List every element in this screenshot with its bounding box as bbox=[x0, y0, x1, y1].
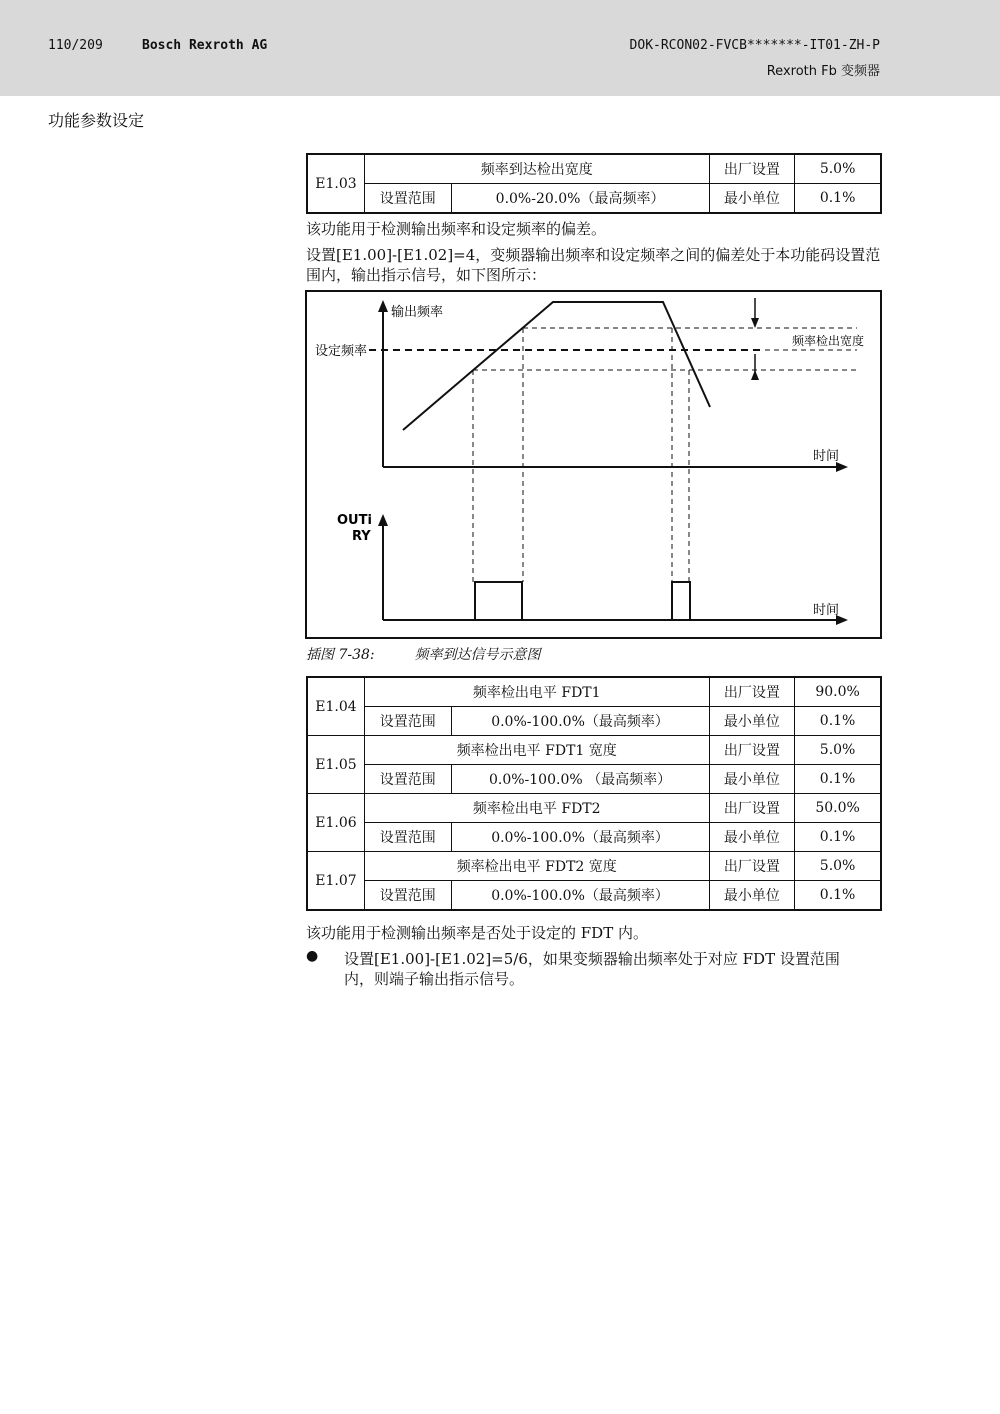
factory-value: 5.0% bbox=[795, 154, 881, 184]
label-output-frequency: 输出频率 bbox=[391, 305, 444, 320]
table-row bbox=[307, 765, 881, 794]
unit-value: 0.1% bbox=[795, 184, 881, 214]
table-row bbox=[307, 184, 881, 214]
range-label: 设置范围 bbox=[364, 881, 451, 911]
product-name: Rexroth Fb 变频器 bbox=[766, 64, 880, 79]
factory-label: 出厂设置 bbox=[709, 677, 795, 707]
table-row bbox=[307, 881, 881, 911]
unit-label: 最小单位 bbox=[709, 765, 795, 794]
range-value: 0.0%-100.0%（最高频率） bbox=[451, 707, 709, 736]
table-row bbox=[307, 823, 881, 852]
label-outi: OUTi bbox=[337, 513, 372, 528]
param-name: 频率检出电平 FDT2 bbox=[364, 794, 709, 823]
factory-label: 出厂设置 bbox=[709, 154, 795, 184]
range-value: 0.0%-20.0%（最高频率） bbox=[451, 184, 709, 214]
range-label: 设置范围 bbox=[364, 765, 451, 794]
param-table-e103 bbox=[306, 153, 882, 214]
param-code: E1.06 bbox=[307, 794, 364, 852]
table-row bbox=[307, 794, 881, 823]
param-table-e104-e107 bbox=[306, 676, 882, 911]
unit-label: 最小单位 bbox=[709, 184, 795, 214]
unit-label: 最小单位 bbox=[709, 881, 795, 911]
unit-label: 最小单位 bbox=[709, 707, 795, 736]
param-name: 频率检出电平 FDT1 bbox=[364, 677, 709, 707]
factory-value: 5.0% bbox=[795, 736, 881, 765]
document-id: DOK-RCON02-FVCB*******-IT01-ZH-P bbox=[629, 38, 880, 53]
factory-label: 出厂设置 bbox=[709, 794, 795, 823]
bullet-text-line-1: 设置[E1.00]-[E1.02]=5/6，如果变频器输出频率处于对应 FDT 设置范围 bbox=[344, 950, 840, 968]
frequency-arrival-diagram bbox=[305, 290, 882, 639]
bullet-icon: ● bbox=[306, 948, 319, 964]
param-code: E1.07 bbox=[307, 852, 364, 911]
range-label: 设置范围 bbox=[364, 707, 451, 736]
param-name: 频率到达检出宽度 bbox=[364, 154, 709, 184]
range-value: 0.0%-100.0%（最高频率） bbox=[451, 823, 709, 852]
param-code: E1.03 bbox=[307, 154, 364, 213]
label-time-bottom: 时间 bbox=[813, 603, 840, 618]
figure-title: 频率到达信号示意图 bbox=[414, 647, 541, 663]
bullet-text-line-2: 内，则端子输出指示信号。 bbox=[344, 970, 525, 988]
unit-value: 0.1% bbox=[795, 823, 881, 852]
param-name: 频率检出电平 FDT2 宽度 bbox=[364, 852, 709, 881]
factory-value: 90.0% bbox=[795, 677, 881, 707]
param-code: E1.05 bbox=[307, 736, 364, 794]
table-row bbox=[307, 154, 881, 184]
unit-label: 最小单位 bbox=[709, 823, 795, 852]
factory-label: 出厂设置 bbox=[709, 852, 795, 881]
range-label: 设置范围 bbox=[364, 823, 451, 852]
range-label: 设置范围 bbox=[364, 184, 451, 214]
unit-value: 0.1% bbox=[795, 765, 881, 794]
range-value: 0.0%-100.0%（最高频率） bbox=[451, 881, 709, 911]
figure-number: 插图 7-38: bbox=[306, 647, 375, 663]
table-row bbox=[307, 677, 881, 707]
unit-value: 0.1% bbox=[795, 881, 881, 911]
label-detect-width: 频率检出宽度 bbox=[792, 334, 865, 348]
range-value: 0.0%-100.0% （最高频率） bbox=[451, 765, 709, 794]
unit-value: 0.1% bbox=[795, 707, 881, 736]
factory-label: 出厂设置 bbox=[709, 736, 795, 765]
label-time-top: 时间 bbox=[813, 449, 840, 464]
factory-value: 5.0% bbox=[795, 852, 881, 881]
section-title: 功能参数设定 bbox=[48, 111, 145, 130]
factory-value: 50.0% bbox=[795, 794, 881, 823]
figure-caption bbox=[306, 644, 540, 664]
param-code: E1.04 bbox=[307, 677, 364, 736]
paragraph: 该功能用于检测输出频率是否处于设定的 FDT 内。 bbox=[306, 924, 648, 942]
param-name: 频率检出电平 FDT1 宽度 bbox=[364, 736, 709, 765]
table-row bbox=[307, 707, 881, 736]
page-number: 110/209 bbox=[48, 38, 103, 53]
page-header bbox=[0, 0, 1000, 96]
label-ry: RY bbox=[352, 529, 371, 544]
table-row bbox=[307, 852, 881, 881]
company-name: Bosch Rexroth AG bbox=[142, 38, 268, 53]
paragraph: 设置[E1.00]-[E1.02]=4，变频器输出频率和设定频率之间的偏差处于本功能码设置范围内，输出指示信号，如下图所示： bbox=[306, 246, 881, 284]
label-set-frequency: 设定频率 bbox=[315, 344, 368, 359]
paragraph: 该功能用于检测输出频率和设定频率的偏差。 bbox=[306, 220, 607, 238]
table-row bbox=[307, 736, 881, 765]
